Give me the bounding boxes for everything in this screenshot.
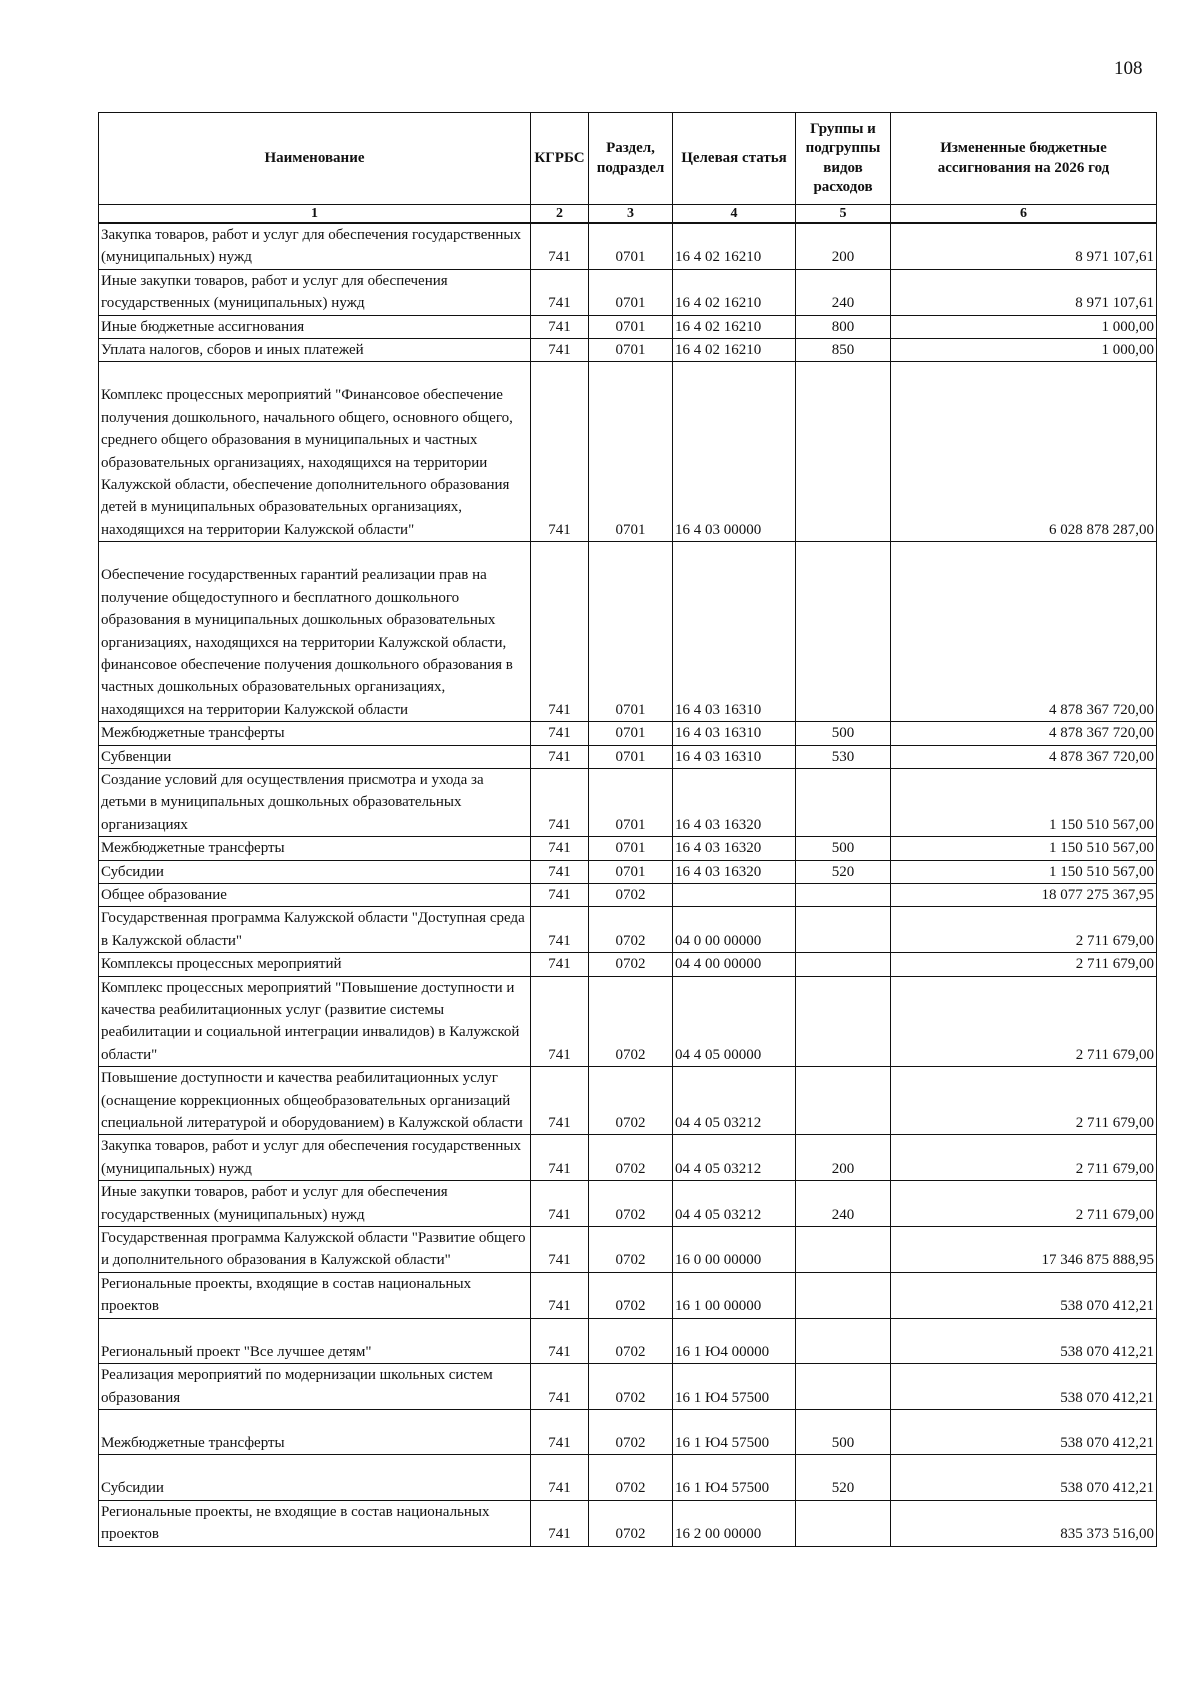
table-row — [99, 953, 1157, 976]
row-article: 04 4 00 00000 — [673, 953, 796, 976]
header-name: Наименование — [99, 113, 531, 205]
table-row — [99, 223, 1157, 269]
column-number: 6 — [891, 205, 1157, 224]
row-expense-group: 520 — [796, 1455, 891, 1500]
row-name: Иные закупки товаров, работ и услуг для обеспечения государственных (муниципальных) нужд — [99, 269, 531, 315]
row-article: 16 1 Ю4 57500 — [673, 1364, 796, 1410]
row-name: Реализация мероприятий по модернизации школьных систем образования — [99, 1364, 531, 1410]
row-expense-group — [796, 976, 891, 1067]
row-name: Субсидии — [99, 860, 531, 883]
row-article: 16 1 Ю4 00000 — [673, 1318, 796, 1363]
row-expense-group: 500 — [796, 722, 891, 745]
row-section: 0701 — [589, 722, 673, 745]
column-number: 1 — [99, 205, 531, 224]
table-row — [99, 315, 1157, 338]
row-section: 0702 — [589, 1272, 673, 1318]
row-amount: 2 711 679,00 — [891, 1067, 1157, 1135]
row-amount: 2 711 679,00 — [891, 953, 1157, 976]
header-article: Целевая статья — [673, 113, 796, 205]
row-expense-group: 240 — [796, 269, 891, 315]
row-expense-group — [796, 542, 891, 722]
row-name: Региональный проект "Все лучшее детям" — [99, 1318, 531, 1363]
row-section: 0701 — [589, 315, 673, 338]
row-kgrbs: 741 — [531, 768, 589, 836]
row-amount: 18 077 275 367,95 — [891, 883, 1157, 906]
row-expense-group — [796, 1067, 891, 1135]
row-article: 16 4 03 16310 — [673, 542, 796, 722]
row-name: Комплекс процессных мероприятий "Повышение доступности и качества реабилитационных услуг (развитие системы реабилитации и социальной интеграции инвалидов) в Калужской области" — [99, 976, 531, 1067]
row-name: Закупка товаров, работ и услуг для обеспечения государственных (муниципальных) нужд — [99, 1135, 531, 1181]
row-section: 0702 — [589, 883, 673, 906]
row-expense-group — [796, 907, 891, 953]
row-expense-group — [796, 953, 891, 976]
row-name: Обеспечение государственных гарантий реализации прав на получение общедоступного и бесплатного дошкольного образования в муниципальных дошкольных образовательных организациях, находящихся на территории Калужской области, финансовое обеспечение получения дошкольного образования в частных дошкольных образовательных организациях, находящихся на территории Калужской области — [99, 542, 531, 722]
row-name: Комплекс процессных мероприятий "Финансовое обеспечение получения дошкольного, начального общего, основного общего, среднего общего образования в муниципальных и частных образовательных организациях, находящихся на территории Калужской области, обеспечение дополнительного образования детей в муниципальных образовательных организациях, находящихся на территории Калужской области" — [99, 362, 531, 542]
table-row — [99, 837, 1157, 860]
row-article: 16 4 03 16320 — [673, 860, 796, 883]
row-section: 0702 — [589, 1500, 673, 1546]
row-kgrbs: 741 — [531, 860, 589, 883]
row-section: 0701 — [589, 860, 673, 883]
table-row — [99, 768, 1157, 836]
table-row — [99, 907, 1157, 953]
row-kgrbs: 741 — [531, 907, 589, 953]
row-expense-group — [796, 1364, 891, 1410]
row-amount: 538 070 412,21 — [891, 1364, 1157, 1410]
column-number: 4 — [673, 205, 796, 224]
row-kgrbs: 741 — [531, 1500, 589, 1546]
row-amount: 4 878 367 720,00 — [891, 542, 1157, 722]
row-kgrbs: 741 — [531, 269, 589, 315]
table-row — [99, 883, 1157, 906]
row-name: Закупка товаров, работ и услуг для обеспечения государственных (муниципальных) нужд — [99, 223, 531, 269]
row-article: 04 4 05 03212 — [673, 1067, 796, 1135]
row-section: 0702 — [589, 1227, 673, 1273]
table-row — [99, 745, 1157, 768]
column-number: 3 — [589, 205, 673, 224]
table-row — [99, 1455, 1157, 1500]
header-amount: Измененные бюджетные ассигнования на 2026 год — [891, 113, 1157, 205]
header-row — [99, 113, 1157, 205]
row-section: 0701 — [589, 223, 673, 269]
row-section: 0701 — [589, 837, 673, 860]
row-amount: 538 070 412,21 — [891, 1272, 1157, 1318]
table-row — [99, 1067, 1157, 1135]
row-name: Государственная программа Калужской области "Развитие общего и дополнительного образования в Калужской области" — [99, 1227, 531, 1273]
row-expense-group: 500 — [796, 837, 891, 860]
table-row — [99, 1409, 1157, 1454]
row-kgrbs: 741 — [531, 1181, 589, 1227]
row-amount: 1 150 510 567,00 — [891, 768, 1157, 836]
row-section: 0701 — [589, 339, 673, 362]
row-expense-group: 530 — [796, 745, 891, 768]
column-number: 5 — [796, 205, 891, 224]
row-article: 16 1 00 00000 — [673, 1272, 796, 1318]
table-row — [99, 542, 1157, 722]
row-article — [673, 883, 796, 906]
budget-table — [98, 112, 1157, 1547]
row-kgrbs: 741 — [531, 1455, 589, 1500]
row-section: 0702 — [589, 953, 673, 976]
table-row — [99, 269, 1157, 315]
row-expense-group — [796, 1318, 891, 1363]
row-amount: 538 070 412,21 — [891, 1409, 1157, 1454]
row-kgrbs: 741 — [531, 976, 589, 1067]
table-body — [99, 223, 1157, 1546]
row-kgrbs: 741 — [531, 1135, 589, 1181]
row-amount: 8 971 107,61 — [891, 269, 1157, 315]
table-row — [99, 362, 1157, 542]
row-amount: 4 878 367 720,00 — [891, 722, 1157, 745]
row-section: 0702 — [589, 1409, 673, 1454]
row-article: 16 4 03 16310 — [673, 722, 796, 745]
row-article: 16 4 03 16320 — [673, 768, 796, 836]
row-amount: 2 711 679,00 — [891, 976, 1157, 1067]
row-expense-group: 200 — [796, 1135, 891, 1181]
table-row — [99, 1318, 1157, 1363]
row-kgrbs: 741 — [531, 339, 589, 362]
row-expense-group: 240 — [796, 1181, 891, 1227]
row-expense-group: 520 — [796, 860, 891, 883]
row-section: 0702 — [589, 1318, 673, 1363]
row-kgrbs: 741 — [531, 1318, 589, 1363]
header-code: КГРБС — [531, 113, 589, 205]
row-kgrbs: 741 — [531, 745, 589, 768]
row-kgrbs: 741 — [531, 1067, 589, 1135]
table-row — [99, 1181, 1157, 1227]
row-kgrbs: 741 — [531, 953, 589, 976]
row-kgrbs: 741 — [531, 1272, 589, 1318]
row-expense-group — [796, 1227, 891, 1273]
row-article: 16 1 Ю4 57500 — [673, 1409, 796, 1454]
row-section: 0702 — [589, 907, 673, 953]
row-kgrbs: 741 — [531, 315, 589, 338]
row-name: Межбюджетные трансферты — [99, 837, 531, 860]
table-row — [99, 860, 1157, 883]
table-row — [99, 722, 1157, 745]
row-amount: 6 028 878 287,00 — [891, 362, 1157, 542]
row-amount: 1 000,00 — [891, 315, 1157, 338]
row-kgrbs: 741 — [531, 722, 589, 745]
row-article: 16 4 03 00000 — [673, 362, 796, 542]
row-amount: 2 711 679,00 — [891, 1135, 1157, 1181]
table-row — [99, 1227, 1157, 1273]
row-article: 16 0 00 00000 — [673, 1227, 796, 1273]
row-name: Межбюджетные трансферты — [99, 722, 531, 745]
row-kgrbs: 741 — [531, 883, 589, 906]
row-article: 16 4 03 16320 — [673, 837, 796, 860]
row-expense-group — [796, 362, 891, 542]
row-article: 16 4 02 16210 — [673, 315, 796, 338]
row-kgrbs: 741 — [531, 223, 589, 269]
header-section: Раздел, подраздел — [589, 113, 673, 205]
row-section: 0702 — [589, 1067, 673, 1135]
row-section: 0702 — [589, 1135, 673, 1181]
table-row — [99, 1364, 1157, 1410]
row-section: 0702 — [589, 1181, 673, 1227]
row-kgrbs: 741 — [531, 1227, 589, 1273]
row-kgrbs: 741 — [531, 837, 589, 860]
row-name: Общее образование — [99, 883, 531, 906]
row-amount: 835 373 516,00 — [891, 1500, 1157, 1546]
row-section: 0701 — [589, 269, 673, 315]
row-expense-group — [796, 1500, 891, 1546]
row-kgrbs: 741 — [531, 542, 589, 722]
row-article: 16 4 02 16210 — [673, 339, 796, 362]
row-expense-group: 850 — [796, 339, 891, 362]
row-section: 0701 — [589, 745, 673, 768]
row-expense-group — [796, 768, 891, 836]
row-article: 16 2 00 00000 — [673, 1500, 796, 1546]
row-amount: 1 150 510 567,00 — [891, 837, 1157, 860]
row-article: 16 4 02 16210 — [673, 223, 796, 269]
row-article: 04 4 05 03212 — [673, 1181, 796, 1227]
row-kgrbs: 741 — [531, 1409, 589, 1454]
row-amount: 2 711 679,00 — [891, 907, 1157, 953]
row-section: 0701 — [589, 768, 673, 836]
row-article: 16 1 Ю4 57500 — [673, 1455, 796, 1500]
table-row — [99, 339, 1157, 362]
row-name: Иные бюджетные ассигнования — [99, 315, 531, 338]
row-section: 0701 — [589, 362, 673, 542]
row-name: Межбюджетные трансферты — [99, 1409, 531, 1454]
row-name: Комплексы процессных мероприятий — [99, 953, 531, 976]
row-section: 0702 — [589, 976, 673, 1067]
row-amount: 538 070 412,21 — [891, 1318, 1157, 1363]
row-expense-group: 200 — [796, 223, 891, 269]
row-name: Повышение доступности и качества реабилитационных услуг (оснащение коррекционных общеобразовательных организаций специальной литературой и оборудованием) в Калужской области — [99, 1067, 531, 1135]
row-article: 16 4 02 16210 — [673, 269, 796, 315]
row-expense-group: 500 — [796, 1409, 891, 1454]
row-amount: 1 000,00 — [891, 339, 1157, 362]
row-amount: 538 070 412,21 — [891, 1455, 1157, 1500]
row-section: 0702 — [589, 1364, 673, 1410]
row-section: 0701 — [589, 542, 673, 722]
column-number-row — [99, 205, 1157, 224]
row-name: Уплата налогов, сборов и иных платежей — [99, 339, 531, 362]
page-number: 108 — [1114, 58, 1143, 79]
row-name: Создание условий для осуществления присмотра и ухода за детьми в муниципальных дошкольных образовательных организациях — [99, 768, 531, 836]
row-article: 16 4 03 16310 — [673, 745, 796, 768]
row-name: Региональные проекты, не входящие в состав национальных проектов — [99, 1500, 531, 1546]
row-amount: 1 150 510 567,00 — [891, 860, 1157, 883]
row-expense-group — [796, 1272, 891, 1318]
row-amount: 8 971 107,61 — [891, 223, 1157, 269]
row-article: 04 4 05 03212 — [673, 1135, 796, 1181]
row-kgrbs: 741 — [531, 362, 589, 542]
row-section: 0702 — [589, 1455, 673, 1500]
table-row — [99, 1272, 1157, 1318]
row-name: Субсидии — [99, 1455, 531, 1500]
row-article: 04 4 05 00000 — [673, 976, 796, 1067]
row-amount: 4 878 367 720,00 — [891, 745, 1157, 768]
row-name: Иные закупки товаров, работ и услуг для обеспечения государственных (муниципальных) нужд — [99, 1181, 531, 1227]
row-article: 04 0 00 00000 — [673, 907, 796, 953]
row-amount: 2 711 679,00 — [891, 1181, 1157, 1227]
row-expense-group — [796, 883, 891, 906]
row-name: Региональные проекты, входящие в состав национальных проектов — [99, 1272, 531, 1318]
table-row — [99, 976, 1157, 1067]
table-row — [99, 1135, 1157, 1181]
row-amount: 17 346 875 888,95 — [891, 1227, 1157, 1273]
row-kgrbs: 741 — [531, 1364, 589, 1410]
column-number: 2 — [531, 205, 589, 224]
table-row — [99, 1500, 1157, 1546]
row-name: Субвенции — [99, 745, 531, 768]
row-expense-group: 800 — [796, 315, 891, 338]
header-group: Группы и подгруппы видов расходов — [796, 113, 891, 205]
row-name: Государственная программа Калужской области "Доступная среда в Калужской области" — [99, 907, 531, 953]
